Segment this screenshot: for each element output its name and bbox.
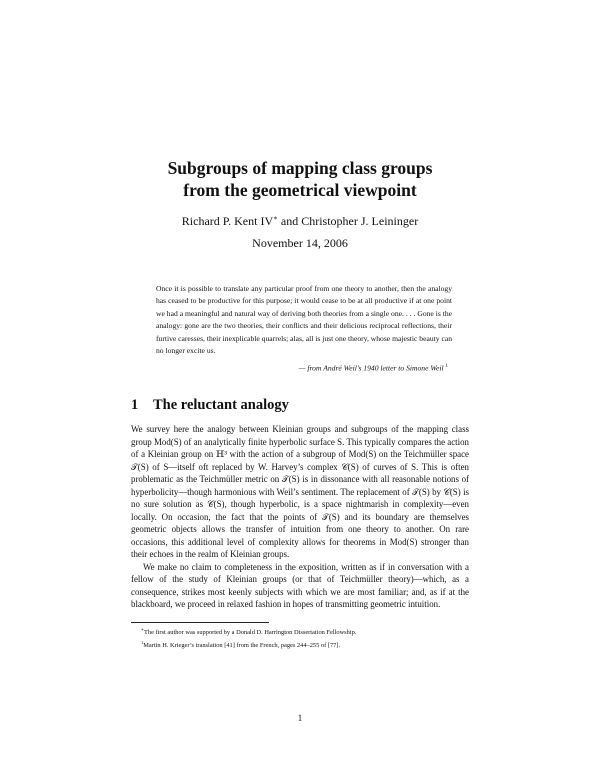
footnote-divider [131, 622, 269, 623]
page-number: 1 [297, 713, 303, 723]
author-conjunction: and [277, 214, 302, 228]
author-2: Christopher J. Leininger [301, 214, 419, 228]
author-line [0, 211, 600, 228]
body-text [131, 423, 469, 611]
paragraph-1: We survey here the analogy between Kleinian groups and subgroups of the mapping class group Mod(S) of an analytically finite hyperbolic surface S. This typically compares the action of a Kleinian group on ℍ³ with the action of a subgroup of Mod(S) on the Teichmüller space 𝒯(S) of S—itself oft replaced by W. Harvey’s complex 𝒞(S) of curves of S. This is often problematic as the Teichmüller metric on 𝒯(S) is in dissonance with all reasonable notions of hyperbolicity—though harmonious with Weil’s sentiment. The replacement of 𝒯(S) by 𝒞(S) is no sure solution as 𝒞(S), though hyperbolic, is a space nightmarish in complexity—even locally. On occasion, the fact that the points of 𝒯(S) and its boundary are themselves geometric objects allows the transfer of intuition from one theory to another. On rare occasions, this additional level of complexity allows for theorems in Mod(S) stronger than their echoes in the realm of Kleinian groups. [131, 424, 469, 559]
footnote-2-mark: 1 [141, 639, 144, 645]
title-line-1: Subgroups of mapping class groups [167, 158, 433, 178]
paper-date: November 14, 2006 [252, 236, 348, 250]
epigraph-footnote-mark: 1 [445, 364, 448, 369]
epigraph-attribution [299, 361, 448, 375]
footnote-1-text: The first author was supported by a Donald D. Harrington Dissertation Fellowship. [143, 629, 357, 637]
title-line-2: from the geometrical viewpoint [183, 180, 417, 200]
footnotes [131, 625, 469, 650]
footnote-1-mark: ∗ [141, 627, 144, 632]
section-number: 1 [131, 397, 139, 413]
paper-title [0, 157, 600, 201]
author-1: Richard P. Kent IV [181, 214, 274, 228]
author-1-footnote-mark: ∗ [273, 214, 278, 222]
footnote-2-text: Martin H. Krieger’s translation [41] from the French, pages 244–255 of [77]. [143, 641, 341, 649]
epigraph-attribution-text: — from André Weil’s 1940 letter to Simone Weil [298, 363, 444, 373]
paragraph-2: We make no claim to completeness in the exposition, written as if in conversation with a fellow of the study of Kleinian groups (or that of Teichmüller theory)—which, as a consequence, strikes most keenly subjects with which we are most familiar; and, as if at the blackboard, we proceed in relaxed fashion in hopes of transmitting geometric intuition. [131, 561, 469, 609]
footnote-2 [131, 638, 469, 651]
section-heading [131, 396, 289, 414]
section-title: The reluctant analogy [153, 397, 289, 413]
footnote-1 [131, 625, 469, 638]
epigraph-quote: Once it is possible to translate any particular proof from one theory to another, then the analogy has ceased to be productive for this purpose; it would cease to be at all productive if at one point we had a meaningful and natural way of deriving both theories from a single one. . . . Gone is the analogy: gone are the two theories, their conflicts and their delicious reciprocal reflections, their furtive caresses, their inexplicable quarrels; alas, all is just one theory, whose majestic beauty can no longer excite us. [156, 284, 452, 356]
